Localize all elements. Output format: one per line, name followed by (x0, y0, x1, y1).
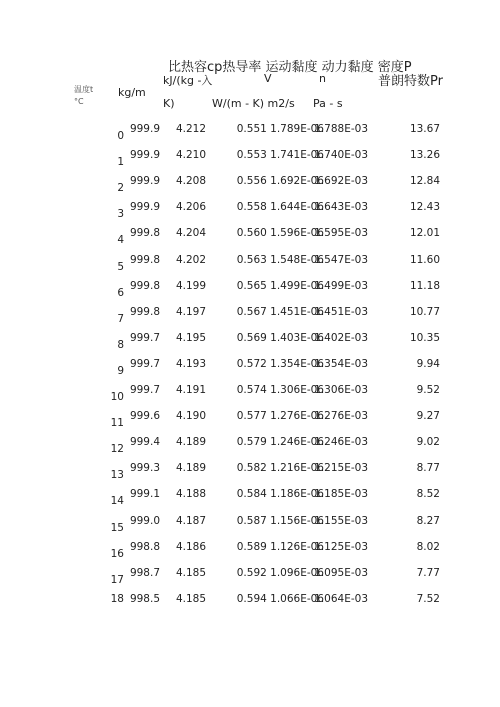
unit-cp-top: kJ/(kg -入 (163, 74, 213, 87)
cell-temp: 3 (117, 208, 124, 220)
cell-mu: 1.788E-03 (314, 123, 368, 135)
cell-k-nu: 0.565 1.499E-06 (236, 280, 324, 292)
cell-cp: 4.204 (175, 227, 206, 239)
cell-pr: 7.77 (416, 567, 440, 579)
cell-density: 998.5 (129, 593, 160, 605)
cell-mu: 1.692E-03 (314, 175, 368, 187)
cell-cp: 4.202 (175, 254, 206, 266)
cell-k-nu: 0.560 1.596E-06 (236, 227, 324, 239)
cell-cp: 4.191 (175, 384, 206, 396)
cell-density: 999.9 (129, 201, 160, 213)
cell-cp: 4.188 (175, 488, 206, 500)
pr-header: 普朗特数Pr (378, 74, 443, 89)
cell-temp: 18 (110, 593, 124, 605)
cell-pr: 9.27 (416, 410, 440, 422)
cell-cp: 4.186 (175, 541, 206, 553)
cell-pr: 9.52 (416, 384, 440, 396)
table-header-title: 比热容cp热导率 运动黏度 动力黏度 密度P (168, 60, 412, 75)
cell-temp: 15 (110, 522, 124, 534)
cell-density: 999.9 (129, 149, 160, 161)
cell-density: 999.8 (129, 306, 160, 318)
cell-temp: 4 (117, 234, 124, 246)
cell-k-nu: 0.584 1.186E-06 (236, 488, 324, 500)
cell-pr: 12.84 (409, 175, 440, 187)
cell-cp: 4.195 (175, 332, 206, 344)
cell-density: 999.7 (129, 384, 160, 396)
cell-mu: 1.215E-03 (314, 462, 368, 474)
cell-pr: 7.52 (416, 593, 440, 605)
cell-density: 999.8 (129, 280, 160, 292)
cell-temp: 5 (117, 261, 124, 273)
cell-k-nu: 0.556 1.692E-06 (236, 175, 324, 187)
unit-mu: Pa - s (313, 97, 343, 110)
cell-k-nu: 0.589 1.126E-06 (236, 541, 324, 553)
cell-cp: 4.185 (175, 593, 206, 605)
cell-k-nu: 0.567 1.451E-06 (236, 306, 324, 318)
cell-temp: 9 (117, 365, 124, 377)
cell-k-nu: 0.563 1.548E-06 (236, 254, 324, 266)
cell-pr: 10.35 (409, 332, 440, 344)
cell-cp: 4.199 (175, 280, 206, 292)
cell-temp: 10 (110, 391, 124, 403)
cell-cp: 4.193 (175, 358, 206, 370)
temp-unit: °C (74, 97, 84, 106)
cell-temp: 6 (117, 287, 124, 299)
cell-k-nu: 0.579 1.246E-06 (236, 436, 324, 448)
cell-cp: 4.208 (175, 175, 206, 187)
unit-k-nu: W/(m - K) m2/s (212, 97, 295, 110)
cell-mu: 1.155E-03 (314, 515, 368, 527)
cell-mu: 1.451E-03 (314, 306, 368, 318)
cell-pr: 13.26 (409, 149, 440, 161)
unit-mu-symbol: n (319, 72, 326, 85)
unit-nu-symbol: V (264, 72, 272, 85)
cell-cp: 4.189 (175, 436, 206, 448)
cell-cp: 4.210 (175, 149, 206, 161)
cell-pr: 8.52 (416, 488, 440, 500)
cell-pr: 8.77 (416, 462, 440, 474)
cell-density: 999.7 (129, 332, 160, 344)
temp-header: 温度t (74, 85, 94, 94)
cell-temp: 17 (110, 574, 124, 586)
cell-density: 999.8 (129, 254, 160, 266)
cell-mu: 1.276E-03 (314, 410, 368, 422)
cell-mu: 1.643E-03 (314, 201, 368, 213)
cell-k-nu: 0.574 1.306E-06 (236, 384, 324, 396)
cell-pr: 8.02 (416, 541, 440, 553)
cell-mu: 1.125E-03 (314, 541, 368, 553)
cell-temp: 1 (117, 156, 124, 168)
cell-mu: 1.740E-03 (314, 149, 368, 161)
cell-mu: 1.547E-03 (314, 254, 368, 266)
cell-pr: 11.18 (409, 280, 440, 292)
cell-k-nu: 0.582 1.216E-06 (236, 462, 324, 474)
cell-k-nu: 0.551 1.789E-06 (236, 123, 324, 135)
cell-temp: 0 (117, 130, 124, 142)
cell-density: 999.8 (129, 227, 160, 239)
cell-k-nu: 0.569 1.403E-06 (236, 332, 324, 344)
cell-pr: 13.67 (409, 123, 440, 135)
cell-temp: 12 (110, 443, 124, 455)
cell-cp: 4.197 (175, 306, 206, 318)
cell-pr: 8.27 (416, 515, 440, 527)
cell-mu: 1.095E-03 (314, 567, 368, 579)
cell-density: 998.7 (129, 567, 160, 579)
cell-mu: 1.402E-03 (314, 332, 368, 344)
cell-temp: 13 (110, 469, 124, 481)
cell-mu: 1.595E-03 (314, 227, 368, 239)
density-unit: kg/m (118, 86, 146, 99)
cell-pr: 10.77 (409, 306, 440, 318)
cell-mu: 1.499E-03 (314, 280, 368, 292)
cell-k-nu: 0.553 1.741E-06 (236, 149, 324, 161)
cell-mu: 1.306E-03 (314, 384, 368, 396)
cell-k-nu: 0.577 1.276E-06 (236, 410, 324, 422)
cell-k-nu: 0.594 1.066E-06 (236, 593, 324, 605)
cell-mu: 1.354E-03 (314, 358, 368, 370)
cell-cp: 4.212 (175, 123, 206, 135)
cell-temp: 16 (110, 548, 124, 560)
cell-density: 999.4 (129, 436, 160, 448)
cell-pr: 9.94 (416, 358, 440, 370)
cell-temp: 11 (110, 417, 124, 429)
cell-cp: 4.206 (175, 201, 206, 213)
cell-temp: 7 (117, 313, 124, 325)
cell-k-nu: 0.558 1.644E-06 (236, 201, 324, 213)
cell-density: 999.9 (129, 123, 160, 135)
cell-temp: 2 (117, 182, 124, 194)
cell-temp: 14 (110, 495, 124, 507)
cell-density: 998.8 (129, 541, 160, 553)
cell-k-nu: 0.572 1.354E-06 (236, 358, 324, 370)
cell-mu: 1.064E-03 (314, 593, 368, 605)
cell-mu: 1.246E-03 (314, 436, 368, 448)
cell-pr: 12.01 (409, 227, 440, 239)
cell-pr: 12.43 (409, 201, 440, 213)
cell-cp: 4.187 (175, 515, 206, 527)
cell-pr: 11.60 (409, 254, 440, 266)
cell-k-nu: 0.592 1.096E-06 (236, 567, 324, 579)
cell-density: 999.6 (129, 410, 160, 422)
cell-cp: 4.185 (175, 567, 206, 579)
cell-density: 999.3 (129, 462, 160, 474)
cell-pr: 9.02 (416, 436, 440, 448)
cell-density: 999.1 (129, 488, 160, 500)
cell-density: 999.7 (129, 358, 160, 370)
cell-density: 999.0 (129, 515, 160, 527)
unit-cp-bottom: K) (163, 97, 175, 110)
cell-cp: 4.189 (175, 462, 206, 474)
cell-density: 999.9 (129, 175, 160, 187)
cell-cp: 4.190 (175, 410, 206, 422)
cell-temp: 8 (117, 339, 124, 351)
cell-mu: 1.185E-03 (314, 488, 368, 500)
cell-k-nu: 0.587 1.156E-06 (236, 515, 324, 527)
